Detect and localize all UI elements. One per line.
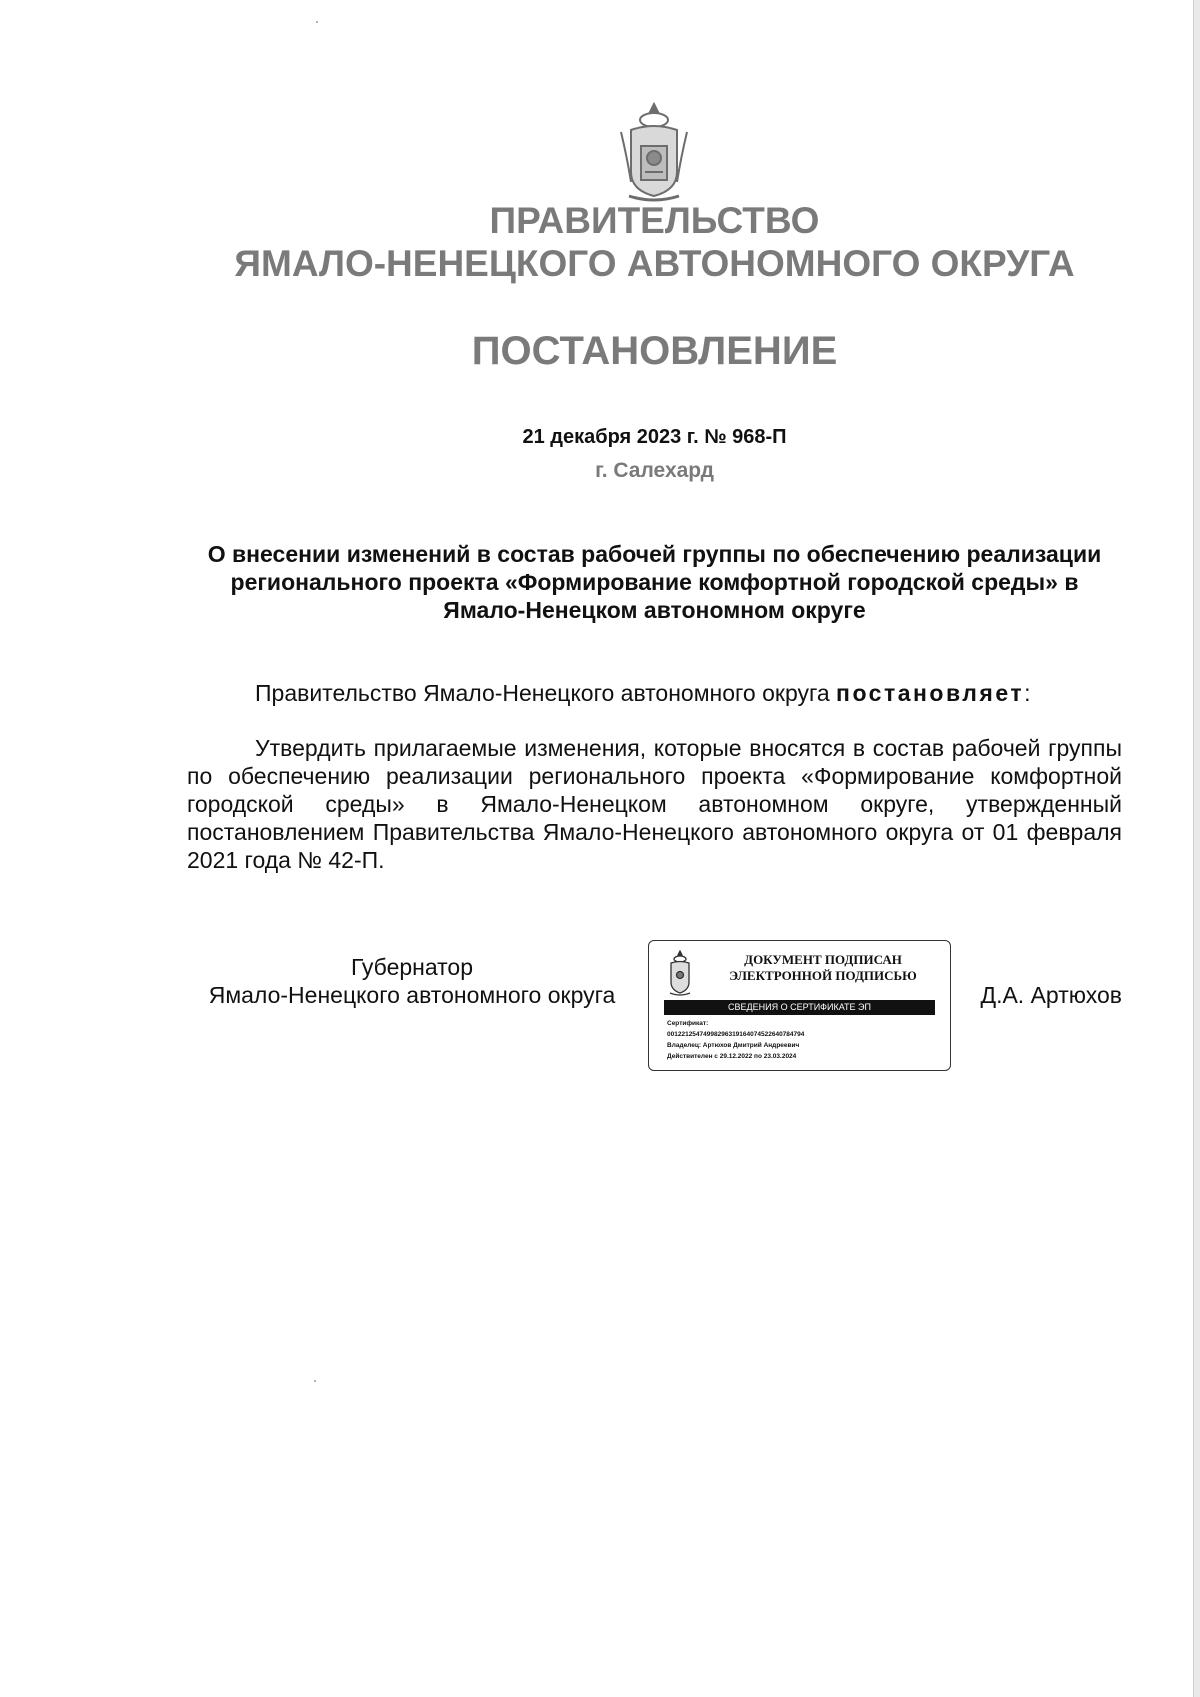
intro-keyword: постановляет xyxy=(836,680,1025,706)
signatory-name: Д.А. Артюхов xyxy=(980,982,1122,1008)
signatory-position-line2: Ямало-Ненецкого автономного округа xyxy=(208,982,616,1008)
certificate-validity: Действителен с 29.12.2022 по 23.03.2024 xyxy=(667,1053,797,1060)
certificate-number: 00122125474998296319164074522640784794 xyxy=(667,1031,805,1038)
certificate-label: Сертификат: xyxy=(667,1020,709,1027)
document-subject: О внесении изменений в состав рабочей группы по обеспечению реализации регионального проекта «Формирование комфортной городской среды» в Ямало-Ненецком автономном округе xyxy=(207,541,1102,623)
e-signature-title-line2: ЭЛЕКТРОННОЙ ПОДПИСЬЮ xyxy=(729,968,917,983)
e-signature-title xyxy=(705,952,941,984)
scan-speck xyxy=(316,21,318,23)
coat-of-arms-icon xyxy=(665,950,695,996)
org-title-line1: ПРАВИТЕЛЬСТВО xyxy=(489,200,820,241)
intro-paragraph xyxy=(187,679,1122,707)
document-type: ПОСТАНОВЛЕНИЕ xyxy=(471,329,838,373)
main-paragraph: Утвердить прилагаемые изменения, которые вносятся в состав рабочей группы по обеспечению реализации регионального проекта «Формирование комфортной городской среды» в Ямало-Ненецком автономном округе, утвержденный постановлением Правительства Ямало-Ненецкого автономного округа от 01 февраля 2021 года № 42-П. xyxy=(187,735,1122,873)
intro-prefix: Правительство Ямало-Ненецкого автономного округа xyxy=(255,680,837,706)
coat-of-arms-icon xyxy=(617,102,691,204)
scan-speck xyxy=(314,1380,316,1382)
signatory-position-line1: Губернатор xyxy=(350,954,474,980)
e-signature-stamp xyxy=(648,940,951,1071)
signatory-position xyxy=(187,953,637,1009)
org-title-line2: ЯМАЛО-НЕНЕЦКОГО АВТОНОМНОГО ОКРУГА xyxy=(234,243,1075,284)
document-city: г. Салехард xyxy=(595,459,714,482)
intro-suffix: : xyxy=(1024,680,1031,706)
document-date-number: 21 декабря 2023 г. № 968-П xyxy=(522,426,787,448)
e-signature-title-line1: ДОКУМЕНТ ПОДПИСАН xyxy=(744,952,902,967)
certificate-info-bar: СВЕДЕНИЯ О СЕРТИФИКАТЕ ЭП xyxy=(664,1000,935,1015)
certificate-details xyxy=(667,1018,937,1062)
certificate-owner: Владелец: Артюхов Дмитрий Андреевич xyxy=(667,1042,800,1049)
